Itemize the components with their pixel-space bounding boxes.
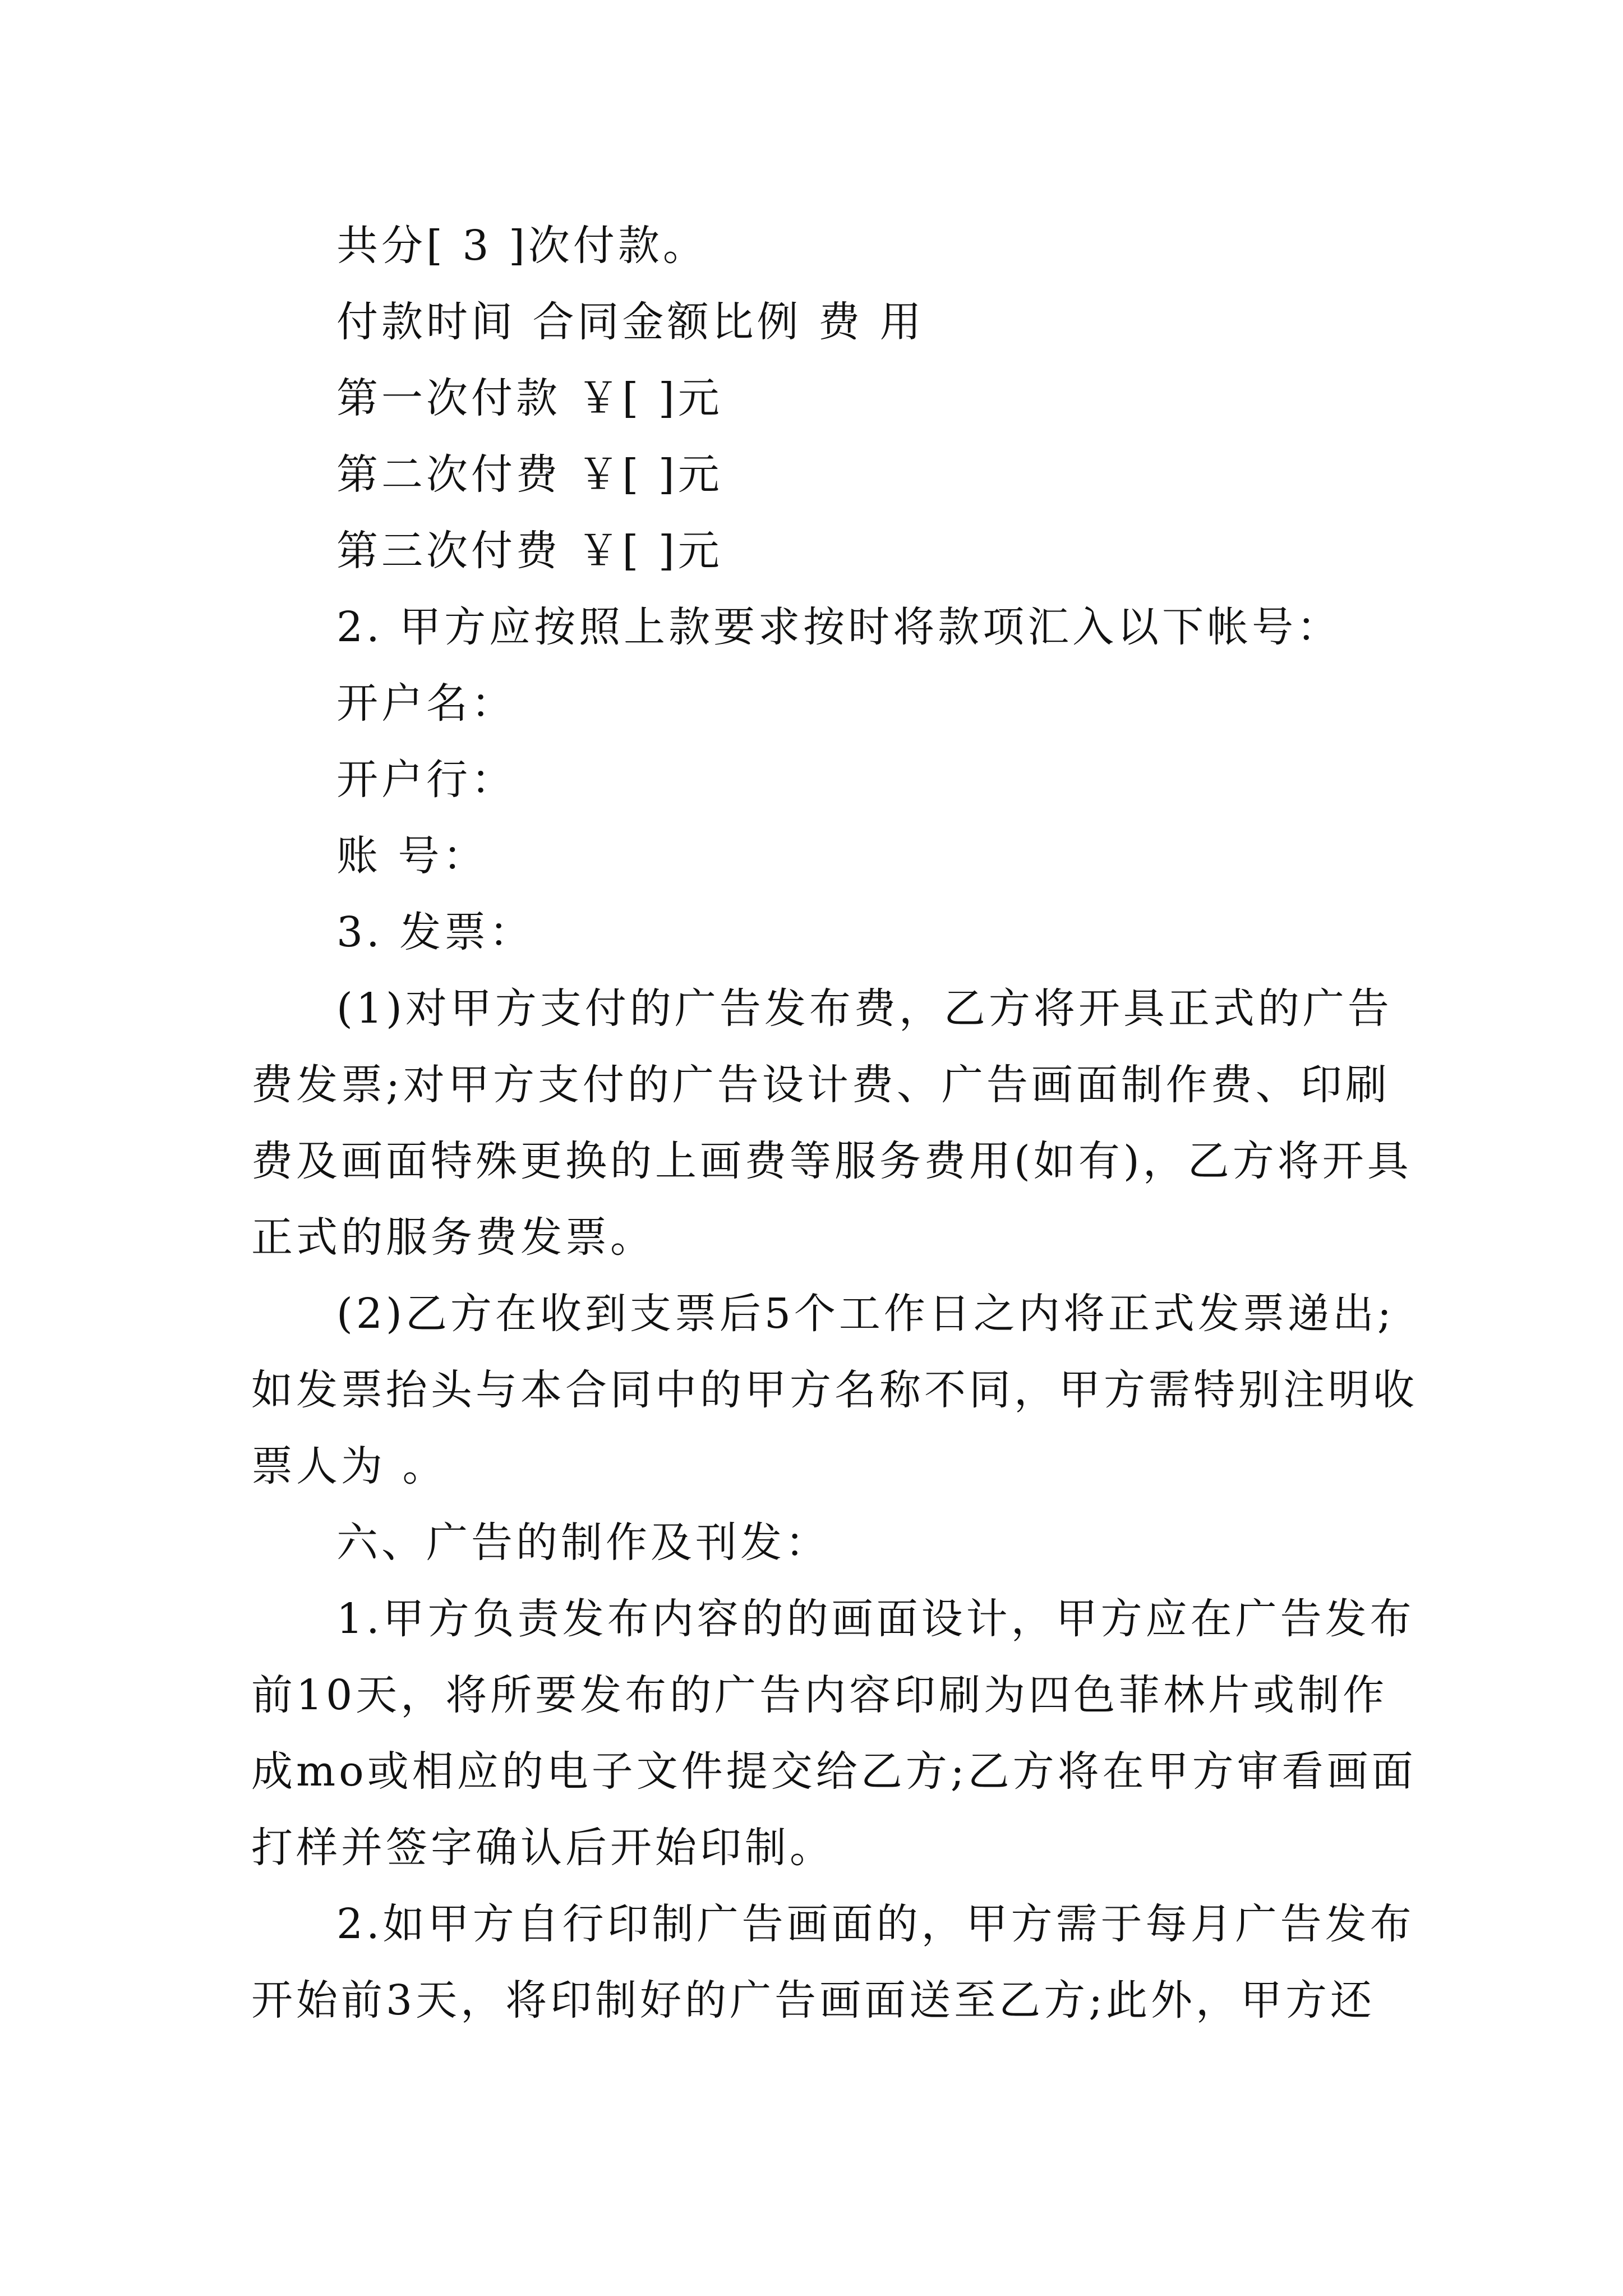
payment-count-line: 共分[ 3 ]次付款。: [336, 222, 708, 270]
production-para2-line2: 开始前3天，将印制好的广告画面送至乙方;此外，甲方还: [251, 1976, 1376, 2024]
payment-table-header: 付款时间 合同金额比例 费 用: [336, 298, 925, 346]
account-name-line: 开户名：: [336, 679, 516, 728]
production-para1-line2: 前10天，将所要发布的广告内容印刷为四色菲林片或制作: [251, 1671, 1388, 1719]
production-para1-line3: 成mo或相应的电子文件提交给乙方;乙方将在甲方审看画面: [251, 1747, 1417, 1796]
invoice-para1-line1: (1)对甲方支付的广告发布费，乙方将开具正式的广告: [336, 984, 1393, 1033]
production-para2-line1: 2.如甲方自行印制广告画面的，甲方需于每月广告发布: [336, 1900, 1415, 1948]
production-para1-line4: 打样并签字确认后开始印制。: [251, 1824, 834, 1872]
invoice-para1-line3: 费及画面特殊更换的上画费等服务费用(如有)，乙方将开具: [251, 1137, 1412, 1185]
payment-second-line: 第二次付费 ￥[ ]元: [336, 450, 723, 499]
invoice-para1-line2: 费发票;对甲方支付的广告设计费、广告画面制作费、印刷: [251, 1061, 1390, 1109]
invoice-para2-line2: 如发票抬头与本合同中的甲方名称不同，甲方需特别注明收: [251, 1366, 1418, 1414]
invoice-heading: 3. 发票：: [336, 908, 534, 956]
production-para1-line1: 1.甲方负责发布内容的的画面设计，甲方应在广告发布: [336, 1595, 1415, 1643]
payment-third-line: 第三次付费 ￥[ ]元: [336, 527, 723, 575]
bank-name-line: 开户行：: [336, 756, 516, 804]
section-six-heading: 六、广告的制作及刊发：: [336, 1519, 830, 1567]
payment-first-line: 第一次付款 ￥[ ]元: [336, 374, 723, 422]
account-instruction-line: 2. 甲方应按照上款要求按时将款项汇入以下帐号：: [336, 603, 1342, 651]
document-body: [251, 208, 1418, 2039]
invoice-para2-line1: (2)乙方在收到支票后5个工作日之内将正式发票递出;: [336, 1290, 1395, 1338]
account-number-line: 账 号：: [336, 832, 488, 880]
invoice-para2-line3: 票人为 。: [251, 1442, 448, 1490]
invoice-para1-line4: 正式的服务费发票。: [251, 1213, 655, 1262]
